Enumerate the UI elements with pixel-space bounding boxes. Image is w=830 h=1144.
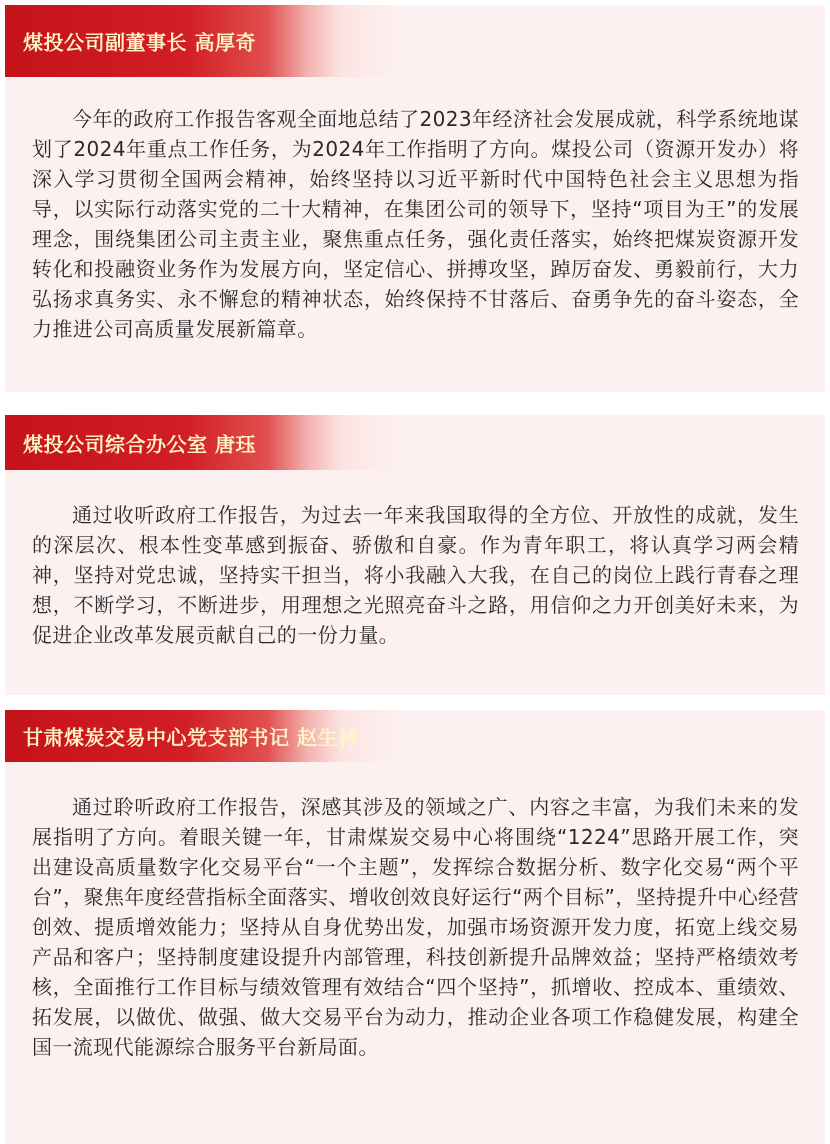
section-title: 甘肃煤炭交易中心党支部书记 赵生林 [23,725,359,750]
section-title: 煤投公司副董事长 高厚奇 [23,30,256,55]
section-banner [5,415,825,470]
section-paragraph: 通过收听政府工作报告，为过去一年来我国取得的全方位、开放性的成就，发生的深层次、根本性变革感到振奋、骄傲和自豪。作为青年职工，将认真学习两会精神，坚持对党忠诚，坚持实干担当，将小我融入大我，在自己的岗位上践行青春之理想，不断学习，不断进步，用理想之光照亮奋斗之路，用信仰之力开创美好未来，为促进企业改革发展贡献自己的一份力量。 [32,503,799,647]
section-banner [5,5,825,77]
section-general-office [5,415,825,695]
section-body [5,762,825,1144]
section-trading-center [5,710,825,1144]
section-vice-chairman [5,5,825,392]
section-banner [5,710,825,762]
section-body [5,470,825,695]
section-title: 煤投公司综合办公室 唐珏 [23,432,256,456]
section-paragraph: 通过聆听政府工作报告，深感其涉及的领域之广、内容之丰富，为我们未来的发展指明了方向。着眼关键一年，甘肃煤炭交易中心将围绕“1224”思路开展工作，突出建设高质量数字化交易平台“一个主题”，发挥综合数据分析、数字化交易“两个平台”，聚焦年度经营指标全面落实、增收创效良好运行“两个目标”，坚持提升中心经营创效、提质增效能力；坚持从自身优势出发，加强市场资源开发力度，拓宽上线交易产品和客户；坚持制度建设提升内部管理，科技创新提升品牌效益；坚持严格绩效考核，全面推行工作目标与绩效管理有效结合“四个坚持”，抓增收、控成本、重绩效、拓发展，以做优、做强、做大交易平台为动力，推动企业各项工作稳健发展，构建全国一流现代能源综合服务平台新局面。 [32,795,799,1059]
section-body [5,77,825,392]
section-paragraph: 今年的政府工作报告客观全面地总结了2023年经济社会发展成就，科学系统地谋划了2024年重点工作任务，为2024年工作指明了方向。煤投公司（资源开发办）将深入学习贯彻全国两会精神，始终坚持以习近平新时代中国特色社会主义思想为指导，以实际行动落实党的二十大精神，在集团公司的领导下，坚持“项目为王”的发展理念，围绕集团公司主责主业，聚焦重点任务，强化责任落实，始终把煤炭资源开发转化和投融资业务作为发展方向，坚定信心、拼搏攻坚，踔厉奋发、勇毅前行，大力弘扬求真务实、永不懈怠的精神状态，始终保持不甘落后、奋勇争先的奋斗姿态，全力推进公司高质量发展新篇章。 [32,107,800,341]
